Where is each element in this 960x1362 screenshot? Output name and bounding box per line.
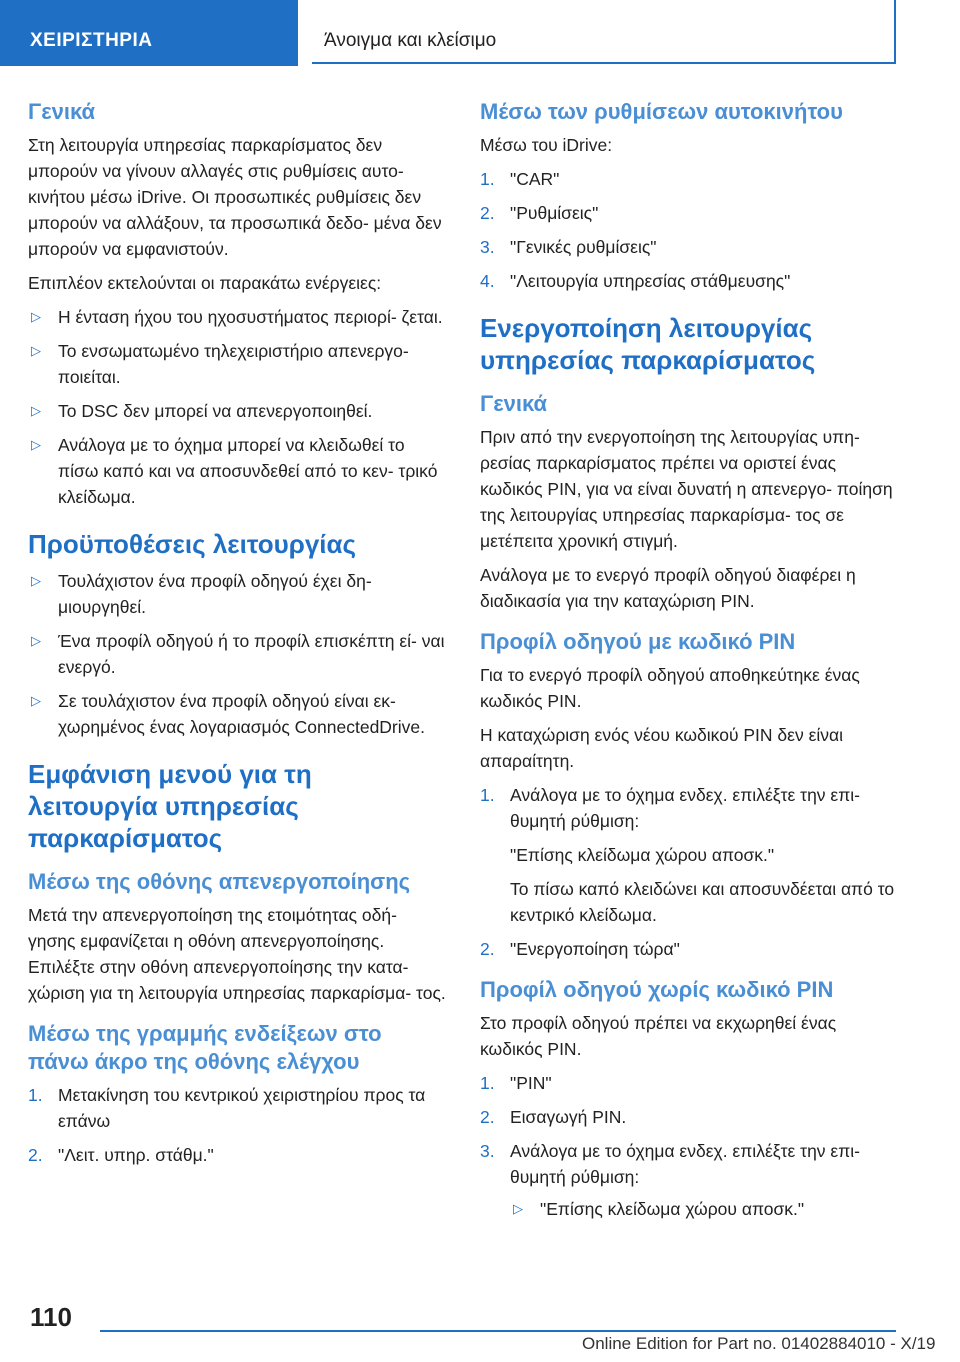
section-tab xyxy=(0,0,298,66)
list-item: ▷ Σε τουλάχιστον ένα προφίλ οδηγού είναι εκ- χωρημένος ένας λογαριασμός ConnectedDrive. xyxy=(28,688,448,740)
menu-display-heading: Εμφάνιση μενού για τη λειτουργία υπηρεσίας παρκαρίσματος xyxy=(28,759,312,853)
left-column xyxy=(28,98,448,1176)
triangle-bullet-icon: ▷ xyxy=(31,403,41,418)
nested-bullet-list xyxy=(510,1196,900,1222)
profile-with-pin-heading: Προφίλ οδηγού με κωδικό PIN xyxy=(480,629,796,654)
general-heading: Γενικά xyxy=(28,99,96,124)
list-item: 2. Εισαγωγή PIN. xyxy=(480,1104,900,1130)
step-number: 1. xyxy=(480,1073,495,1093)
list-item: 2. "Ρυθμίσεις" xyxy=(480,200,900,226)
step-number: 2. xyxy=(480,203,495,223)
activation-general-heading: Γενικά xyxy=(480,391,548,416)
profile-without-pin-paragraph: Στο προφίλ οδηγού πρέπει να εκχωρηθεί ένας κωδικός PIN. xyxy=(480,1013,837,1059)
triangle-bullet-icon: ▷ xyxy=(31,437,41,452)
list-item: ▷ Το DSC δεν μπορεί να απενεργοποιηθεί. xyxy=(28,398,448,424)
chapter-title: Άνοιγμα και κλείσιμο xyxy=(324,30,497,51)
activation-general-paragraph-1: Πριν από την ενεργοποίηση της λειτουργίας υπη- ρεσίας παρκαρίσματος πρέπει να οριστεί ένας κωδικός PIN, για να είναι δυνατή η απενεργο- ποίηση της λειτουργίας υπηρεσίας παρκαρίσμα- τος σε μετέπειτα χρονική στιγμή. xyxy=(480,427,893,551)
list-item: ▷ Το ενσωματωμένο τηλεχειριστήριο απενεργο- ποιείται. xyxy=(28,338,448,390)
triangle-bullet-icon: ▷ xyxy=(513,1201,523,1216)
shutdown-screen-paragraph: Μετά την απενεργοποίηση της ετοιμότητας οδή- γησης εμφανίζεται η οθόνη απενεργοποίησης. Επιλέξτε στην οθόνη απενεργοποίησης την κατα- χώριση για τη λειτουργία υπηρεσίας παρκαρίσμα- τος. xyxy=(28,905,446,1003)
list-item: 1. "PIN" xyxy=(480,1070,900,1096)
general-bullet-list xyxy=(28,304,448,510)
edition-note: Online Edition for Part no. 01402884010 - X/19 xyxy=(582,1334,936,1353)
list-item: 1. "CAR" xyxy=(480,166,900,192)
list-item: ▷ Ανάλογα με το όχημα μπορεί να κλειδωθεί το πίσω καπό και να αποσυνδεθεί από το κεν- τρικό κλείδωμα. xyxy=(28,432,448,510)
chapter-title-box xyxy=(312,0,896,64)
list-item: 2. "Ενεργοποίηση τώρα" xyxy=(480,936,900,962)
list-item: ▷ Η ένταση ήχου του ηχοσυστήματος περιορί- ζεται. xyxy=(28,304,448,330)
status-bar-steps xyxy=(28,1082,448,1168)
activation-general-paragraph-2: Ανάλογα με το ενεργό προφίλ οδηγού διαφέρει η διαδικασία για την καταχώριση PIN. xyxy=(480,565,856,611)
option-label: "Επίσης κλείδωμα χώρου αποσκ." xyxy=(510,845,775,865)
triangle-bullet-icon: ▷ xyxy=(31,309,41,324)
general-paragraph-1: Στη λειτουργία υπηρεσίας παρκαρίσματος δεν μπορούν να γίνουν αλλαγές στις ρυθμίσεις αυτο- κινήτου μέσω iDrive. Οι προσωπικές ρυθμίσεις δεν μπορούν να αλλάξουν, τα προσωπικά δεδο- μένα δεν μπορούν να εμφανιστούν. xyxy=(28,135,442,259)
page-header xyxy=(0,0,960,66)
vehicle-settings-heading: Μέσω των ρυθμίσεων αυτοκινήτου xyxy=(480,99,843,124)
prerequisites-bullet-list xyxy=(28,568,448,740)
list-item: ▷ Τουλάχιστον ένα προφίλ οδηγού έχει δη- μιουργηθεί. xyxy=(28,568,448,620)
status-bar-heading: Μέσω της γραμμής ενδείξεων στο πάνω άκρο της οθόνης ελέγχου xyxy=(28,1021,382,1074)
triangle-bullet-icon: ▷ xyxy=(31,693,41,708)
footer-divider xyxy=(100,1330,896,1332)
profile-without-pin-heading: Προφίλ οδηγού χωρίς κωδικό PIN xyxy=(480,977,834,1002)
profile-without-pin-steps xyxy=(480,1070,900,1222)
section-label: ΧΕΙΡΙΣΤΗΡΙΑ xyxy=(30,30,153,51)
prerequisites-heading: Προϋποθέσεις λειτουργίας xyxy=(28,529,357,559)
list-item: 1. Ανάλογα με το όχημα ενδεχ. επιλέξτε την επι- θυμητή ρύθμιση: "Επίσης κλείδωμα χώρου αποσκ." Το πίσω καπό κλειδώνει και αποσυνδέεται από το κεντρικό κλείδωμα. xyxy=(480,782,900,928)
step-number: 3. xyxy=(480,1141,495,1161)
step-number: 1. xyxy=(480,169,495,189)
step-note: Το πίσω καπό κλειδώνει και αποσυνδέεται από το κεντρικό κλείδωμα. xyxy=(510,879,895,925)
step-number: 4. xyxy=(480,271,495,291)
list-item: 2. "Λειτ. υπηρ. στάθμ." xyxy=(28,1142,448,1168)
triangle-bullet-icon: ▷ xyxy=(31,573,41,588)
step-number: 2. xyxy=(480,1107,495,1127)
vehicle-settings-paragraph: Μέσω του iDrive: xyxy=(480,135,613,155)
shutdown-screen-heading: Μέσω της οθόνης απενεργοποίησης xyxy=(28,869,411,894)
profile-with-pin-steps xyxy=(480,782,900,962)
list-item: 3. Ανάλογα με το όχημα ενδεχ. επιλέξτε την επι- θυμητή ρύθμιση: ▷ "Επίσης κλείδωμα χώρου αποσκ." xyxy=(480,1138,900,1222)
profile-with-pin-paragraph-2: Η καταχώριση ενός νέου κωδικού PIN δεν είναι απαραίτητη. xyxy=(480,725,844,771)
profile-with-pin-paragraph-1: Για το ενεργό προφίλ οδηγού αποθηκεύτηκε ένας κωδικός PIN. xyxy=(480,665,860,711)
step-number: 3. xyxy=(480,237,495,257)
triangle-bullet-icon: ▷ xyxy=(31,633,41,648)
step-number: 1. xyxy=(28,1085,43,1105)
right-column xyxy=(480,98,900,1230)
activation-heading: Ενεργοποίηση λειτουργίας υπηρεσίας παρκαρίσματος xyxy=(480,313,816,375)
list-item: 1. Μετακίνηση του κεντρικού χειριστηρίου προς τα επάνω xyxy=(28,1082,448,1134)
list-item: ▷ "Επίσης κλείδωμα χώρου αποσκ." xyxy=(510,1196,900,1222)
triangle-bullet-icon: ▷ xyxy=(31,343,41,358)
page-number: 110 xyxy=(30,1302,72,1332)
general-paragraph-2: Επιπλέον εκτελούνται οι παρακάτω ενέργειες: xyxy=(28,273,382,293)
list-item: 3. "Γενικές ρυθμίσεις" xyxy=(480,234,900,260)
vehicle-settings-steps xyxy=(480,166,900,294)
list-item: ▷ Ένα προφίλ οδηγού ή το προφίλ επισκέπτη εί- ναι ενεργό. xyxy=(28,628,448,680)
list-item: 4. "Λειτουργία υπηρεσίας στάθμευσης" xyxy=(480,268,900,294)
step-number: 1. xyxy=(480,785,495,805)
step-number: 2. xyxy=(480,939,495,959)
step-number: 2. xyxy=(28,1145,43,1165)
